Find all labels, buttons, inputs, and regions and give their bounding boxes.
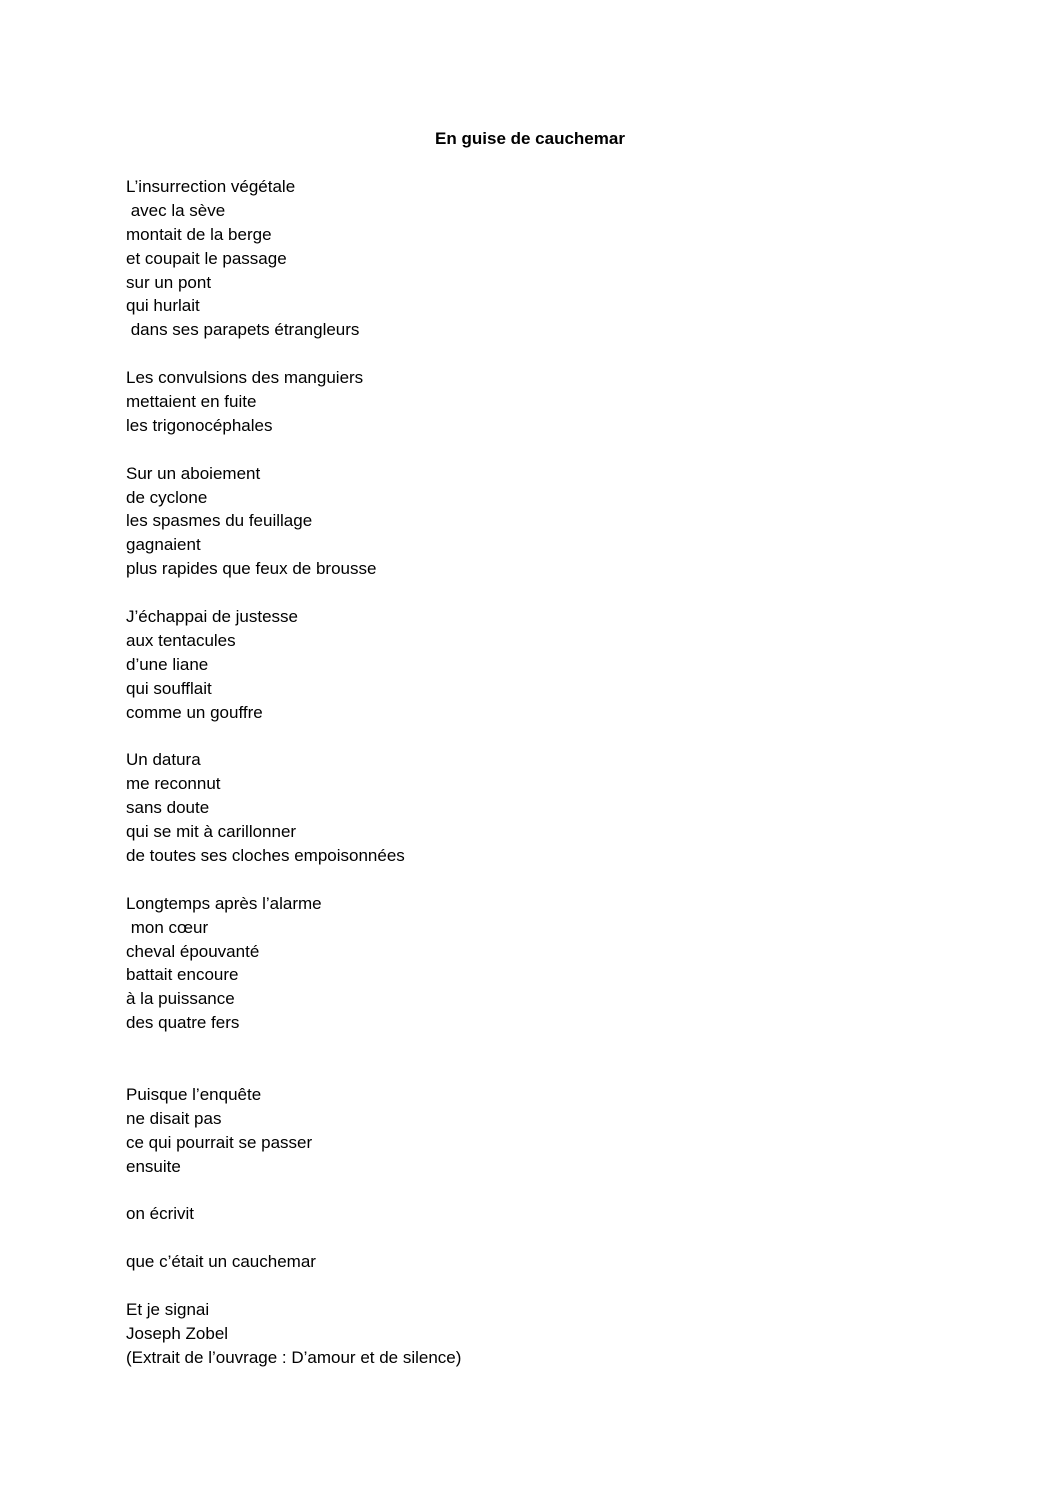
poem-line: qui hurlait — [126, 296, 200, 316]
poem-line: les trigonocéphales — [126, 415, 273, 435]
stanza-6 — [126, 892, 946, 1035]
stanza-3 — [126, 462, 946, 581]
poem-line: Puisque l’enquête — [126, 1084, 262, 1104]
poem-line: les spasmes du feuillage — [126, 511, 313, 531]
poem-body — [126, 175, 946, 1370]
poem-title: En guise de cauchemar — [435, 129, 625, 148]
poem-line: Longtemps après l’alarme — [126, 893, 322, 913]
poem-line: et coupait le passage — [126, 248, 287, 268]
stanza-break — [126, 438, 946, 462]
stanza-1 — [126, 175, 946, 342]
poem-line: sur un pont — [126, 272, 212, 292]
poem-line: comme un gouffre — [126, 702, 263, 722]
poem-line: montait de la berge — [126, 224, 272, 244]
poem-line: que c’était un cauchemar — [126, 1252, 316, 1272]
poem-line: de cyclone — [126, 487, 208, 507]
poem-line: dans ses parapets étrangleurs — [126, 320, 360, 340]
stanza-break — [126, 868, 946, 892]
author-name: Joseph Zobel — [126, 1323, 229, 1343]
poem-line: des quatre fers — [126, 1013, 240, 1033]
stanza-2 — [126, 366, 946, 438]
poem-line: plus rapides que feux de brousse — [126, 559, 377, 579]
stanza-10 — [126, 1298, 946, 1370]
stanza-break — [126, 342, 946, 366]
stanza-break — [126, 724, 946, 748]
poem-line: L’insurrection végétale — [126, 177, 296, 196]
poem-line: mettaient en fuite — [126, 392, 257, 412]
stanza-5 — [126, 748, 946, 867]
poem-line: aux tentacules — [126, 630, 236, 650]
poem-line: d’une liane — [126, 654, 209, 674]
poem-line: cheval épouvanté — [126, 941, 260, 961]
poem-line: Un datura — [126, 750, 201, 770]
stanza-break — [126, 1178, 946, 1202]
poem-line: Sur un aboiement — [126, 463, 261, 483]
poem-line: ne disait pas — [126, 1108, 222, 1128]
stanza-break — [126, 1035, 946, 1083]
poem-line: sans doute — [126, 798, 210, 818]
poem-line: ensuite — [126, 1156, 181, 1176]
stanza-4 — [126, 605, 946, 724]
poem-line: Et je signai — [126, 1299, 210, 1319]
poem-line: avec la sève — [126, 200, 226, 220]
source-note: (Extrait de l’ouvrage : D’amour et de silence) — [126, 1347, 462, 1367]
poem-line: on écrivit — [126, 1204, 195, 1224]
poem-line: J’échappai de justesse — [126, 607, 299, 627]
stanza-9 — [126, 1250, 946, 1274]
poem-line: Les convulsions des manguiers — [126, 368, 364, 388]
poem-line: battait encoure — [126, 965, 239, 985]
stanza-break — [126, 1274, 946, 1298]
stanza-break — [126, 1226, 946, 1250]
poem-line: ce qui pourrait se passer — [126, 1132, 313, 1152]
poem-line: de toutes ses cloches empoisonnées — [126, 845, 405, 865]
poem-line: mon cœur — [126, 917, 209, 937]
poem-line: qui soufflait — [126, 678, 212, 698]
stanza-break — [126, 581, 946, 605]
poem-line: à la puissance — [126, 989, 235, 1009]
stanza-7 — [126, 1083, 946, 1179]
poem-line: qui se mit à carillonner — [126, 822, 297, 842]
poem-line: gagnaient — [126, 535, 201, 555]
stanza-8 — [126, 1202, 946, 1226]
poem-line: me reconnut — [126, 774, 221, 794]
